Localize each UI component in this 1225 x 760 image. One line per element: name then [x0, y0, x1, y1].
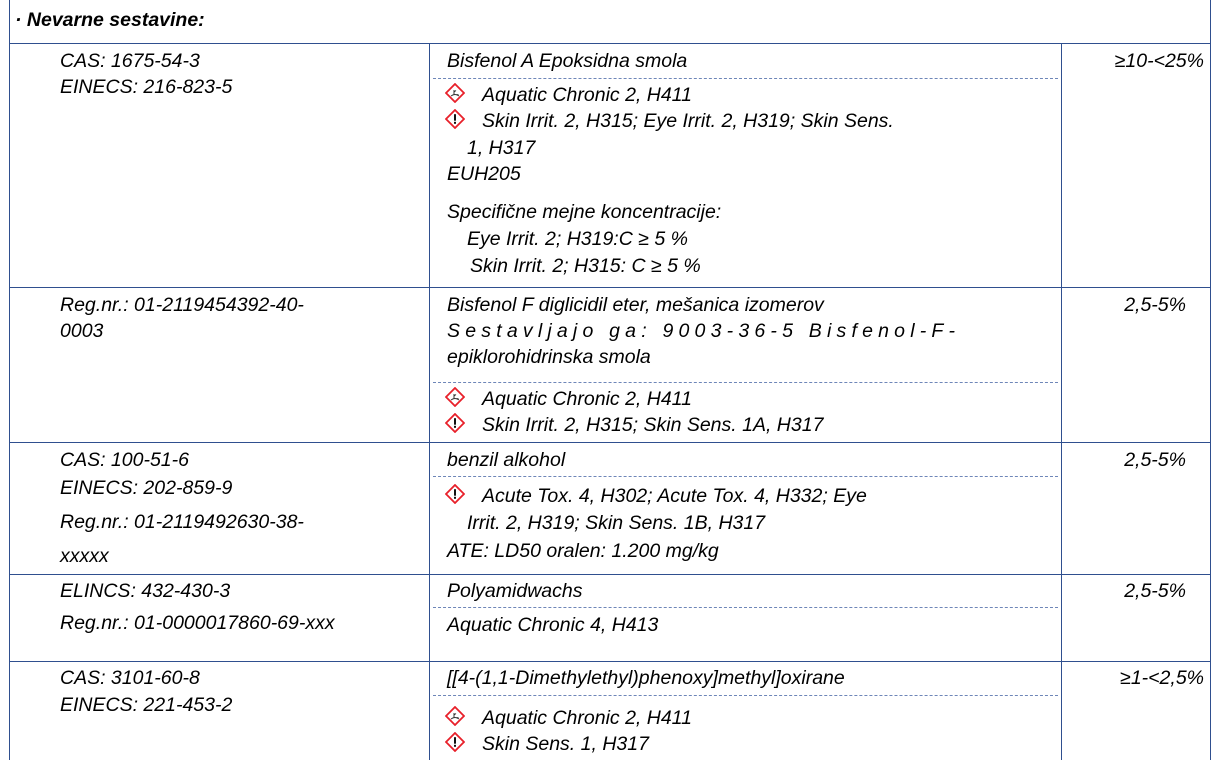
- hazard-text: Acute Tox. 4, H302; Acute Tox. 4, H332; Eye: [482, 485, 867, 507]
- hazard-text: Aquatic Chronic 2, H411: [482, 707, 692, 729]
- name-separator: [433, 382, 1058, 383]
- note-text: ATE: LD50 oralen: 1.200 mg/kg: [447, 540, 719, 562]
- exclamation-hazard-icon: [445, 413, 465, 433]
- row-divider: [9, 43, 1211, 44]
- column-divider: [1061, 43, 1062, 760]
- substance-name: epiklorohidrinska smola: [447, 346, 651, 368]
- note-text: Specifične mejne koncentracije:: [447, 201, 722, 223]
- note-text: Eye Irrit. 2; H319:C ≥ 5 %: [467, 228, 688, 250]
- row-divider: [9, 574, 1211, 575]
- substance-id: EINECS: 202-859-9: [60, 477, 233, 499]
- table-border-left: [9, 0, 10, 760]
- substance-id: Reg.nr.: 01-2119492630-38-: [60, 511, 304, 533]
- concentration: ≥10-<25%: [1114, 50, 1204, 72]
- substance-id: 0003: [60, 320, 104, 342]
- hazard-text: Aquatic Chronic 2, H411: [482, 84, 692, 106]
- section-title: · Nevarne sestavine:: [15, 9, 205, 31]
- substance-id: CAS: 1675-54-3: [60, 50, 200, 72]
- row-divider: [9, 661, 1211, 662]
- exclamation-hazard-icon: [445, 109, 465, 129]
- substance-id: Reg.nr.: 01-0000017860-69-xxx: [60, 612, 335, 634]
- name-separator: [433, 695, 1058, 696]
- substance-name: Bisfenol A Epoksidna smola: [447, 50, 688, 72]
- substance-name: [[4-(1,1-Dimethylethyl)phenoxy]methyl]oxirane: [447, 667, 845, 689]
- concentration: 2,5-5%: [1124, 580, 1186, 602]
- hazard-text: Skin Sens. 1, H317: [482, 733, 649, 755]
- environment-hazard-icon: [445, 706, 465, 726]
- substance-id: EINECS: 216-823-5: [60, 76, 233, 98]
- name-separator: [433, 78, 1058, 79]
- column-divider: [429, 43, 430, 760]
- substance-id: ELINCS: 432-430-3: [60, 580, 231, 602]
- hazard-text: Aquatic Chronic 4, H413: [447, 614, 659, 636]
- hazard-text: 1, H317: [467, 137, 536, 159]
- concentration: 2,5-5%: [1124, 449, 1186, 471]
- environment-hazard-icon: [445, 83, 465, 103]
- substance-id: CAS: 100-51-6: [60, 449, 189, 471]
- substance-name: Bisfenol F diglicidil eter, mešanica izomerov: [447, 294, 824, 316]
- substance-name: Polyamidwachs: [447, 580, 583, 602]
- substance-id: CAS: 3101-60-8: [60, 667, 200, 689]
- note-text: EUH205: [447, 163, 521, 185]
- exclamation-hazard-icon: [445, 484, 465, 504]
- environment-hazard-icon: [445, 387, 465, 407]
- name-separator: [433, 476, 1058, 477]
- name-separator: [433, 607, 1058, 608]
- concentration: ≥1-<2,5%: [1120, 667, 1204, 689]
- substance-name: benzil alkohol: [447, 449, 566, 471]
- substance-id: Reg.nr.: 01-2119454392-40-: [60, 294, 304, 316]
- hazard-text: Irrit. 2, H319; Skin Sens. 1B, H317: [467, 512, 766, 534]
- hazard-text: Aquatic Chronic 2, H411: [482, 388, 692, 410]
- exclamation-hazard-icon: [445, 732, 465, 752]
- hazard-text: Skin Irrit. 2, H315; Skin Sens. 1A, H317: [482, 414, 824, 436]
- row-divider: [9, 442, 1211, 443]
- hazard-text: Skin Irrit. 2, H315; Eye Irrit. 2, H319; Skin Sens.: [482, 110, 894, 132]
- row-divider: [9, 287, 1211, 288]
- table-border-right: [1210, 0, 1211, 760]
- concentration: 2,5-5%: [1124, 294, 1186, 316]
- substance-id: EINECS: 221-453-2: [60, 694, 233, 716]
- note-text: Skin Irrit. 2; H315: C ≥ 5 %: [470, 255, 701, 277]
- substance-name: Sestavljajo ga: 9003-36-5 Bisfenol-F-: [447, 320, 961, 342]
- substance-id: xxxxx: [60, 545, 109, 567]
